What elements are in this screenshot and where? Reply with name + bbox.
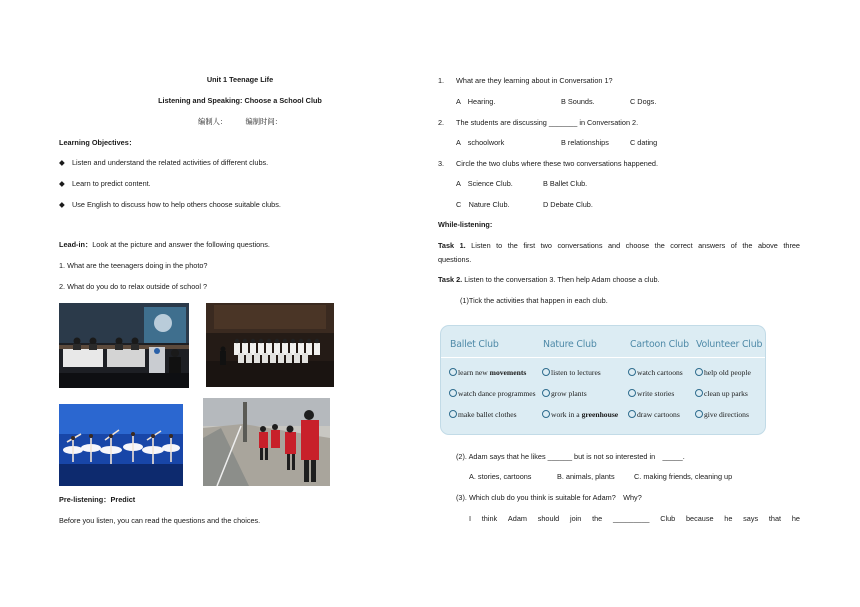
prelistening-text: Before you listen, you can read the questions and the choices. bbox=[59, 516, 261, 525]
club-title-nature: Nature Club bbox=[543, 339, 597, 350]
bullet-icon: ◆ bbox=[59, 200, 65, 209]
answer-word: that bbox=[768, 514, 782, 523]
leadin-text: Look at the picture and answer the following questions. bbox=[92, 240, 270, 249]
activity-checkbox[interactable] bbox=[695, 368, 751, 377]
objective-item: Listen and understand the related activities of different clubs. bbox=[72, 158, 269, 167]
q3-option-b: B Ballet Club. bbox=[543, 179, 588, 188]
club-title-cartoon: Cartoon Club bbox=[630, 339, 689, 350]
task1-line1 bbox=[438, 242, 800, 251]
task1-label: Task 1. bbox=[438, 241, 466, 250]
part2-question: (2). Adam says that he likes ______ but is not so interested in _____. bbox=[456, 452, 685, 461]
activity-label: watch dance programmes bbox=[458, 389, 536, 398]
answer-word: he bbox=[791, 514, 800, 523]
radio-circle-icon bbox=[695, 410, 703, 418]
bullet-icon: ◆ bbox=[59, 179, 65, 188]
q3-number: 3. bbox=[438, 159, 445, 168]
radio-circle-icon bbox=[449, 410, 457, 418]
club-header-row bbox=[441, 326, 765, 358]
radio-circle-icon bbox=[542, 410, 550, 418]
answer-word: the bbox=[592, 514, 603, 523]
activity-checkbox[interactable] bbox=[695, 410, 749, 419]
tick-instruction: (1)Tick the activities that happen in each club. bbox=[460, 296, 608, 305]
activity-label: grow plants bbox=[551, 389, 587, 398]
activity-label: watch cartoons bbox=[637, 368, 683, 377]
radio-circle-icon bbox=[628, 410, 636, 418]
q2-option-c: C dating bbox=[630, 138, 658, 147]
photo-volunteers bbox=[203, 398, 330, 486]
answer-blank[interactable]: _________ bbox=[612, 514, 650, 523]
radio-circle-icon bbox=[542, 389, 550, 397]
photo-debate-stage bbox=[59, 303, 189, 388]
activity-checkbox[interactable] bbox=[449, 368, 526, 377]
activity-label: write stories bbox=[637, 389, 675, 398]
radio-circle-icon bbox=[542, 368, 550, 376]
activity-label: help old people bbox=[704, 368, 751, 377]
radio-circle-icon bbox=[449, 368, 457, 376]
activity-checkbox[interactable] bbox=[449, 389, 536, 398]
activity-label: clean up parks bbox=[704, 389, 748, 398]
q2-option-a: A schoolwork bbox=[456, 138, 505, 147]
leadin-label: Lead-in： bbox=[59, 240, 93, 249]
part2-option-b: B. animals, plants bbox=[557, 472, 615, 481]
activity-checkbox[interactable] bbox=[542, 389, 587, 398]
activity-label: listen to lectures bbox=[551, 368, 601, 377]
task1-line2: questions. bbox=[438, 255, 472, 264]
activity-label-bold: greenhouse bbox=[581, 410, 619, 419]
doc-subtitle: Listening and Speaking: Choose a School Club bbox=[158, 96, 322, 105]
leadin-line bbox=[59, 241, 270, 250]
radio-circle-icon bbox=[695, 389, 703, 397]
q2-number: 2. bbox=[438, 118, 445, 127]
activity-label: give directions bbox=[704, 410, 749, 419]
doc-title: Unit 1 Teenage Life bbox=[206, 75, 274, 84]
answer-word: says bbox=[743, 514, 759, 523]
club-title-volunteer: Volunteer Club bbox=[696, 339, 763, 350]
radio-circle-icon bbox=[695, 368, 703, 376]
prelistening-heading: Pre-listening：Predict bbox=[59, 495, 136, 504]
part3-answer-line bbox=[469, 515, 800, 524]
activity-label: make ballet clothes bbox=[458, 410, 517, 419]
objective-item: Use English to discuss how to help others choose suitable clubs. bbox=[72, 200, 281, 209]
task2-text: Listen to the conversation 3. Then help Adam choose a club. bbox=[464, 275, 660, 284]
q1-option-a: A Hearing. bbox=[456, 97, 496, 106]
activity-label: draw cartoons bbox=[637, 410, 680, 419]
activity-checkbox[interactable] bbox=[628, 410, 680, 419]
q1-option-b: B Sounds. bbox=[561, 97, 595, 106]
q3-option-d: D Debate Club. bbox=[543, 200, 593, 209]
task2-label: Task 2. bbox=[438, 275, 463, 284]
bullet-icon: ◆ bbox=[59, 158, 65, 167]
objective-item: Learn to predict content. bbox=[72, 179, 151, 188]
q2-option-b: B relationships bbox=[561, 138, 609, 147]
activity-checkbox[interactable] bbox=[449, 410, 517, 419]
q1-option-c: C Dogs. bbox=[630, 97, 657, 106]
activity-checkbox[interactable] bbox=[542, 410, 618, 419]
activity-checkbox[interactable] bbox=[628, 389, 674, 398]
radio-circle-icon bbox=[628, 368, 636, 376]
activity-label-bold: movements bbox=[489, 368, 527, 377]
answer-word: think bbox=[481, 514, 498, 523]
club-activities-table bbox=[440, 325, 766, 435]
part2-option-c: C. making friends, cleaning up bbox=[634, 472, 733, 481]
part3-question: (3). Which club do you think is suitable for Adam? Why? bbox=[456, 493, 642, 502]
question-2: 2. What do you do to relax outside of school ? bbox=[59, 282, 208, 291]
q3-option-a: A Science Club. bbox=[456, 179, 513, 188]
activity-label: work in a bbox=[551, 410, 582, 419]
answer-word: should bbox=[537, 514, 560, 523]
radio-circle-icon bbox=[449, 389, 457, 397]
answer-word: I bbox=[469, 514, 472, 523]
answer-word: Adam bbox=[507, 514, 527, 523]
while-listening-heading: While-listening: bbox=[438, 220, 493, 229]
answer-word: because bbox=[685, 514, 714, 523]
q3-option-c: C Nature Club. bbox=[456, 200, 510, 209]
part2-option-a: A. stories, cartoons bbox=[469, 472, 532, 481]
answer-word: join bbox=[569, 514, 582, 523]
editor-line: 编制人： 编制时间： bbox=[198, 117, 282, 126]
photo-ballet bbox=[59, 404, 183, 486]
q1-text: What are they learning about in Conversation 1? bbox=[456, 76, 613, 85]
activity-label: learn new bbox=[458, 368, 490, 377]
objectives-heading: Learning Objectives： bbox=[59, 138, 137, 147]
activity-checkbox[interactable] bbox=[542, 368, 601, 377]
task2-line bbox=[438, 276, 660, 285]
club-title-ballet: Ballet Club bbox=[450, 339, 499, 350]
q2-text: The students are discussing _______ in Conversation 2. bbox=[456, 118, 639, 127]
activity-checkbox[interactable] bbox=[628, 368, 683, 377]
question-1: 1. What are the teenagers doing in the photo? bbox=[59, 261, 208, 270]
q1-number: 1. bbox=[438, 76, 445, 85]
photo-choir bbox=[206, 303, 334, 387]
answer-word: Club bbox=[660, 514, 676, 523]
q3-text: Circle the two clubs where these two conversations happened. bbox=[456, 159, 658, 168]
answer-word: he bbox=[724, 514, 733, 523]
activity-checkbox[interactable] bbox=[695, 389, 748, 398]
task1-text: Listen to the first two conversations and choose the correct answers of the above three bbox=[471, 241, 800, 250]
radio-circle-icon bbox=[628, 389, 636, 397]
